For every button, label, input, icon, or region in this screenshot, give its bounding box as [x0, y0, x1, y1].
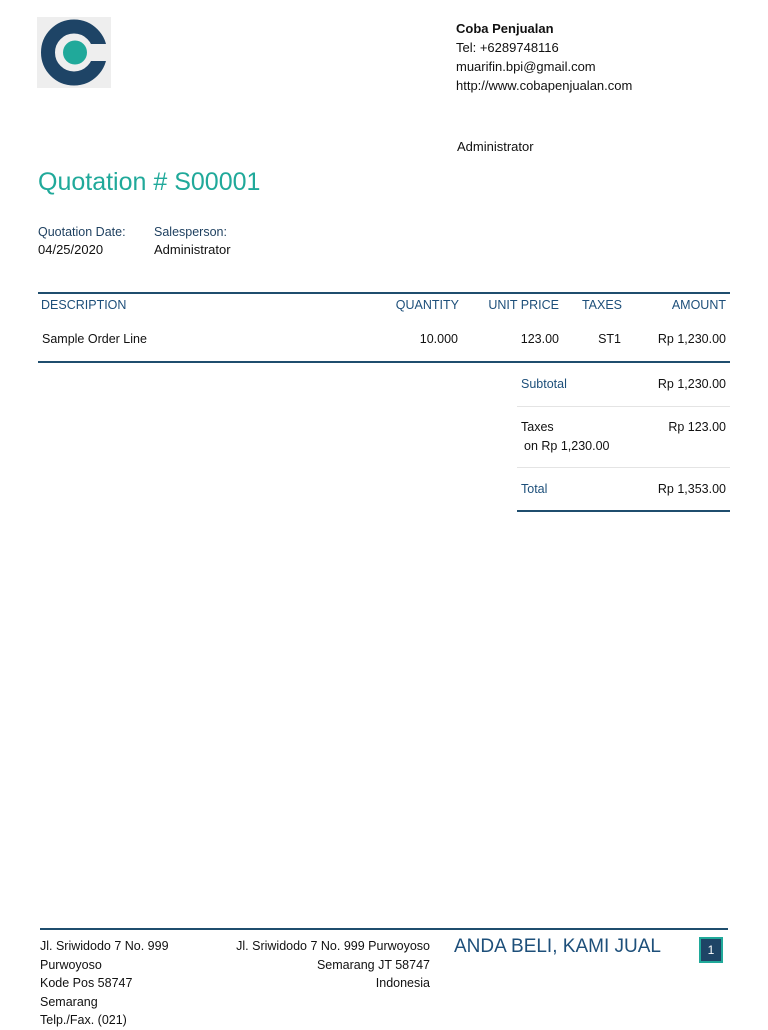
table-top-rule: [38, 292, 730, 294]
footer-address-line: Jl. Sriwidodo 7 No. 999 Purwoyoso: [236, 939, 430, 953]
footer-address-line: Purwoyoso: [40, 957, 102, 972]
taxes-base: on Rp 1,230.00: [524, 439, 610, 453]
salesperson-block: [154, 225, 231, 257]
total-label: Total: [521, 482, 548, 496]
header-quantity: QUANTITY: [395, 298, 459, 312]
page-number-badge: 1: [699, 937, 723, 963]
footer-address-left: [40, 937, 169, 1030]
subtotal-value: Rp 1,230.00: [657, 377, 726, 391]
company-logo: [37, 17, 111, 88]
footer-address-line: Semarang JT 58747: [316, 957, 430, 972]
footer-address-line: Indonesia: [375, 976, 430, 990]
footer-address-line: Semarang: [40, 994, 98, 1009]
header-amount: AMOUNT: [671, 298, 726, 312]
total-bottom-rule: [517, 510, 730, 512]
taxes-divider: [517, 467, 730, 468]
footer-slogan: ANDA BELI, KAMI JUAL: [454, 936, 661, 957]
subtotal-divider: [517, 406, 730, 407]
header-description: DESCRIPTION: [41, 298, 127, 312]
footer-rule: [40, 928, 728, 930]
company-name: Coba Penjualan: [456, 21, 554, 36]
footer-address-right: [200, 937, 430, 993]
company-info: [456, 19, 632, 95]
company-website[interactable]: http://www.cobapenjualan.com: [456, 78, 633, 93]
customer-name: Administrator: [457, 139, 534, 154]
header-unit-price: UNIT PRICE: [488, 298, 559, 312]
quotation-date-value: 04/25/2020: [38, 242, 104, 257]
row-description: Sample Order Line: [42, 332, 147, 346]
row-amount: Rp 1,230.00: [657, 332, 726, 346]
company-email[interactable]: muarifin.bpi@gmail.com: [456, 59, 596, 74]
table-bottom-rule: [38, 361, 730, 363]
row-quantity: 10.000: [419, 332, 458, 346]
row-taxes: ST1: [598, 332, 621, 346]
page-title: Quotation # S00001: [38, 168, 261, 196]
row-unit-price: 123.00: [520, 332, 559, 346]
taxes-label: Taxes: [521, 420, 554, 434]
company-phone: Tel: +6289748116: [456, 40, 559, 55]
quotation-date-label: Quotation Date:: [38, 225, 126, 239]
footer-address-line: Jl. Sriwidodo 7 No. 999: [40, 939, 169, 953]
subtotal-label: Subtotal: [521, 377, 567, 391]
salesperson-value: Administrator: [154, 242, 231, 257]
header-taxes: TAXES: [581, 298, 622, 312]
footer-address-line: Kode Pos 58747: [40, 976, 133, 990]
salesperson-label: Salesperson:: [154, 225, 227, 239]
footer-address-line: Telp./Fax. (021): [40, 1013, 127, 1027]
quotation-date-block: [38, 225, 126, 257]
taxes-value: Rp 123.00: [668, 420, 726, 434]
company-c-logo-icon: [37, 17, 111, 88]
total-value: Rp 1,353.00: [657, 482, 726, 496]
